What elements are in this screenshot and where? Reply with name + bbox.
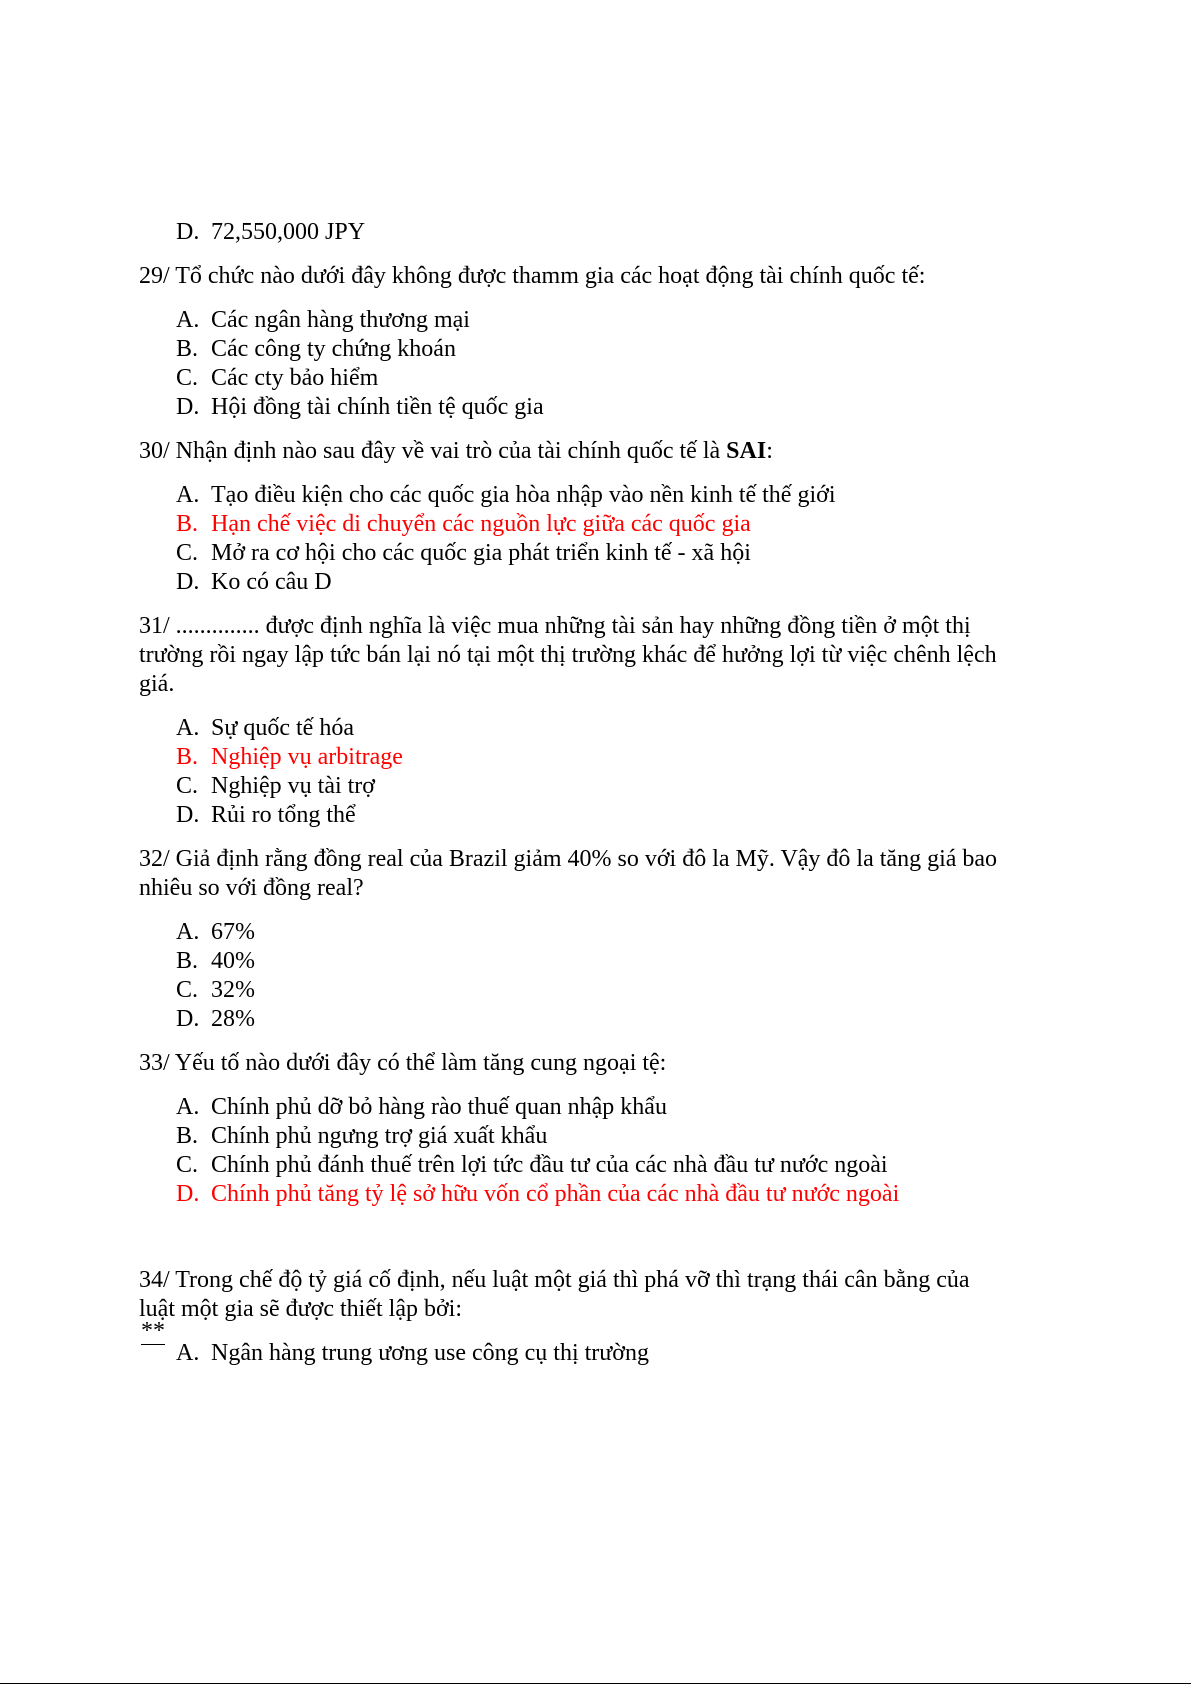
separator-stars: **	[141, 1318, 165, 1344]
option-letter: D.	[176, 802, 200, 828]
option-letter: A.	[176, 1340, 200, 1366]
answer-option-line	[176, 508, 751, 540]
question-line: 29/ Tổ chức nào dưới đây không được thamm gia các hoạt động tài chính quốc tế:	[139, 263, 926, 289]
option-line	[176, 1149, 888, 1181]
option-text: Chính phủ ngưng trợ giá xuất khẩu	[211, 1123, 548, 1149]
option-text: 32%	[211, 977, 255, 1003]
option-text: Sự quốc tế hóa	[211, 715, 354, 741]
question-line: trường rồi ngay lập tức bán lại nó tại một thị trường khác để hưởng lợi từ việc chênh lệch	[139, 642, 997, 668]
option-letter: B.	[176, 336, 199, 362]
question-line: nhiêu so với đồng real?	[139, 875, 364, 901]
option-letter: A.	[176, 1094, 200, 1120]
option-line	[176, 916, 255, 948]
option-text: Chính phủ đánh thuế trên lợi tức đầu tư của các nhà đầu tư nước ngoài	[211, 1152, 888, 1178]
option-text: Tạo điều kiện cho các quốc gia hòa nhập vào nền kinh tế thế giới	[211, 482, 836, 508]
option-text: Ko có câu D	[211, 569, 332, 595]
option-text: Nghiệp vụ arbitrage	[211, 744, 403, 770]
option-line	[176, 479, 835, 511]
option-letter: D.	[176, 1181, 200, 1207]
option-letter: B.	[176, 744, 199, 770]
option-line	[176, 1003, 255, 1035]
option-text: Chính phủ tăng tỷ lệ sở hữu vốn cổ phần của các nhà đầu tư nước ngoài	[211, 1181, 900, 1207]
option-line	[176, 712, 354, 744]
option-line	[176, 566, 332, 598]
option-line	[176, 1337, 649, 1369]
option-text: Các cty bảo hiểm	[211, 365, 379, 391]
option-text: Mở ra cơ hội cho các quốc gia phát triển kinh tế - xã hội	[211, 540, 751, 566]
option-line	[176, 945, 255, 977]
answer-option-line	[176, 741, 403, 773]
option-line	[176, 974, 255, 1006]
option-text: Hội đồng tài chính tiền tệ quốc gia	[211, 394, 544, 420]
question-line: 32/ Giả định rằng đồng real của Brazil giảm 40% so với đô la Mỹ. Vậy đô la tăng giá bao	[139, 846, 998, 872]
option-line	[176, 799, 356, 831]
option-letter: C.	[176, 365, 199, 391]
question-line: giá.	[139, 671, 175, 697]
option-letter: A.	[176, 307, 200, 333]
option-line	[176, 1120, 547, 1152]
option-text: 40%	[211, 948, 255, 974]
option-letter: B.	[176, 948, 199, 974]
option-text: Chính phủ dỡ bỏ hàng rào thuế quan nhập khẩu	[211, 1094, 667, 1120]
option-text: Các ngân hàng thương mại	[211, 307, 470, 333]
option-text: 72,550,000 JPY	[211, 219, 366, 245]
option-line	[176, 1091, 667, 1123]
question-line: 33/ Yếu tố nào dưới đây có thể làm tăng cung ngoại tệ:	[139, 1050, 667, 1076]
option-letter: D.	[176, 1006, 200, 1032]
option-letter: C.	[176, 977, 199, 1003]
option-text: Hạn chế việc di chuyển các nguồn lực giữa các quốc gia	[211, 511, 751, 537]
option-line	[176, 537, 751, 569]
option-line	[176, 391, 544, 423]
option-line	[176, 362, 378, 394]
option-line	[176, 216, 365, 248]
question-line: 31/ .............. được định nghĩa là việc mua những tài sản hay những đồng tiền ở một thị	[139, 613, 971, 639]
option-line	[176, 333, 456, 365]
option-letter: D.	[176, 219, 200, 245]
option-text: Các công ty chứng khoán	[211, 336, 456, 362]
option-letter: C.	[176, 1152, 199, 1178]
option-text: Ngân hàng trung ương use công cụ thị trường	[211, 1340, 649, 1366]
option-letter: C.	[176, 540, 199, 566]
option-letter: D.	[176, 569, 200, 595]
option-text: Nghiệp vụ tài trợ	[211, 773, 375, 799]
page-bottom-rule	[0, 1683, 1191, 1684]
option-letter: A.	[176, 715, 200, 741]
option-text: Rủi ro tổng thể	[211, 802, 356, 828]
question-line	[139, 435, 773, 467]
option-letter: A.	[176, 482, 200, 508]
question-suffix: :	[766, 438, 773, 464]
question-text: 30/ Nhận định nào sau đây về vai trò của tài chính quốc tế là	[139, 438, 727, 464]
option-text: 28%	[211, 1006, 255, 1032]
option-letter: B.	[176, 1123, 199, 1149]
option-letter: A.	[176, 919, 200, 945]
option-letter: D.	[176, 394, 200, 420]
question-line: luật một gia sẽ được thiết lập bởi:	[139, 1296, 462, 1322]
option-line	[176, 304, 470, 336]
answer-option-line	[176, 1178, 899, 1210]
option-letter: B.	[176, 511, 199, 537]
emphasis-text: SAI	[726, 438, 767, 464]
question-line: 34/ Trong chế độ tỷ giá cố định, nếu luật một giá thì phá vỡ thì trạng thái cân bằng của	[139, 1267, 970, 1293]
option-text: 67%	[211, 919, 255, 945]
option-letter: C.	[176, 773, 199, 799]
option-line	[176, 770, 375, 802]
